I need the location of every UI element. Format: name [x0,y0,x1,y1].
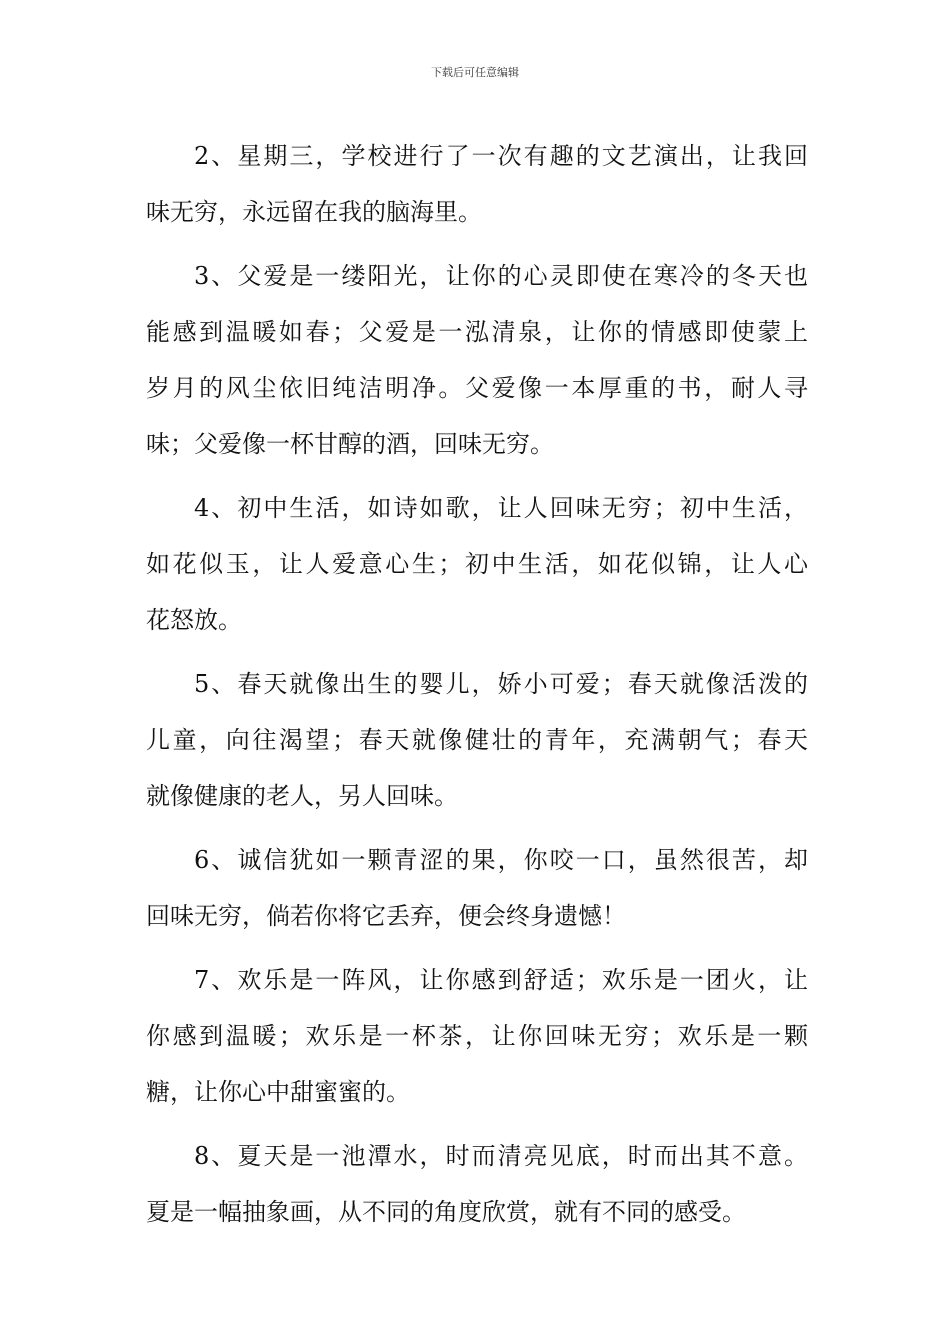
paragraph-line: 4、初中生活，如诗如歌，让人回味无穷；初中生活， [194,494,808,522]
paragraph-line: 5、春天就像出生的婴儿，娇小可爱；春天就像活泼的 [194,670,808,698]
paragraph-line: 糖，让你心中甜蜜蜜的。 [146,1078,410,1106]
paragraph-line: 回味无穷，倘若你将它丢弃，便会终身遗憾！ [146,902,626,930]
paragraph-line: 如花似玉，让人爱意心生；初中生活，如花似锦，让人心 [146,550,808,578]
paragraph-line: 儿童，向往渴望；春天就像健壮的青年，充满朝气；春天 [146,726,808,754]
paragraph-line: 就像健康的老人，另人回味。 [146,782,458,810]
paragraph-line: 花怒放。 [146,606,242,634]
paragraph-3 [146,248,808,472]
paragraph-5 [146,656,808,824]
page-header: 下载后可任意编辑 [431,66,519,79]
document-body [146,128,808,1248]
paragraph-line: 3、父爱是一缕阳光，让你的心灵即使在寒冷的冬天也 [194,262,808,290]
paragraph-6 [146,832,808,944]
paragraph-line: 味无穷，永远留在我的脑海里。 [146,198,482,226]
paragraph-line: 夏是一幅抽象画，从不同的角度欣赏，就有不同的感受。 [146,1198,746,1226]
paragraph-2 [146,128,808,240]
paragraph-line: 岁月的风尘依旧纯洁明净。父爱像一本厚重的书，耐人寻 [146,374,808,402]
paragraph-4 [146,480,808,648]
paragraph-line: 8、夏天是一池潭水，时而清亮见底，时而出其不意。 [194,1142,808,1170]
paragraph-line: 7、欢乐是一阵风，让你感到舒适；欢乐是一团火，让 [194,966,808,994]
paragraph-line: 6、诚信犹如一颗青涩的果，你咬一口，虽然很苦，却 [194,846,808,874]
paragraph-line: 能感到温暖如春；父爱是一泓清泉，让你的情感即使蒙上 [146,318,808,346]
paragraph-7 [146,952,808,1120]
paragraph-line: 你感到温暖；欢乐是一杯茶，让你回味无穷；欢乐是一颗 [146,1022,808,1050]
paragraph-line: 味；父爱像一杯甘醇的酒，回味无穷。 [146,430,554,458]
paragraph-line: 2、星期三，学校进行了一次有趣的文艺演出，让我回 [194,142,808,170]
paragraph-8 [146,1128,808,1240]
